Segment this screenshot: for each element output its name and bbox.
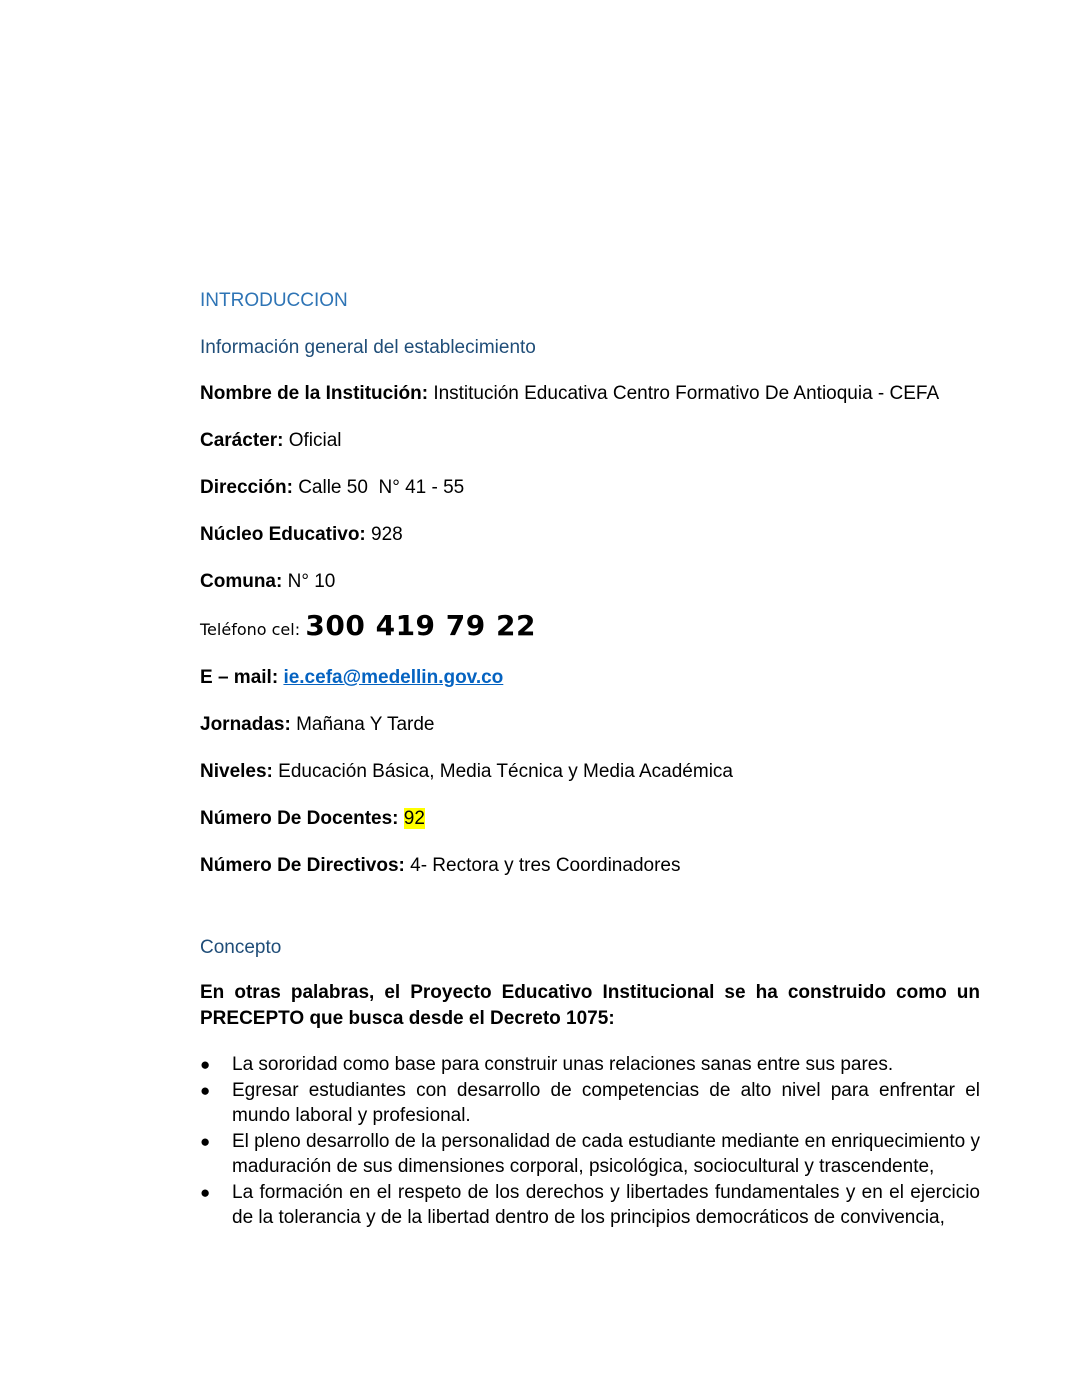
field-value: N° 10: [287, 571, 336, 592]
field-directivos: [200, 852, 980, 880]
field-telefono: [200, 609, 980, 647]
field-label: Comuna:: [200, 571, 283, 592]
field-label: Niveles:: [200, 761, 273, 782]
list-item: [200, 1078, 980, 1129]
email-link[interactable]: ie.cefa@medellin.gov.co: [283, 667, 504, 688]
field-label: Núcleo Educativo:: [200, 524, 366, 545]
field-comuna: [200, 568, 980, 596]
page-title: INTRODUCCION: [200, 290, 348, 311]
field-value: Mañana Y Tarde: [296, 714, 435, 735]
field-niveles: [200, 758, 980, 786]
field-value: 4- Rectora y tres Coordinadores: [410, 855, 681, 876]
field-label: Teléfono cel:: [200, 620, 301, 639]
phone-number: 300 419 79 22: [305, 609, 536, 642]
field-label: Dirección:: [200, 477, 293, 498]
field-docentes: [200, 805, 980, 833]
field-value: Institución Educativa Centro Formativo De Antioquia - CEFA: [433, 383, 940, 404]
bullet-icon: ●: [200, 1182, 211, 1202]
field-institucion: [200, 380, 980, 408]
field-label: Número De Directivos:: [200, 855, 405, 876]
spacer: [200, 880, 980, 934]
list-item: [200, 1129, 980, 1180]
field-jornadas: [200, 711, 980, 739]
field-nucleo: [200, 521, 980, 549]
section-heading-general-info: Información general del establecimiento: [200, 337, 536, 358]
section-heading-concepto: Concepto: [200, 937, 282, 958]
bullet-icon: ●: [200, 1080, 211, 1100]
field-value: Educación Básica, Media Técnica y Media Académica: [278, 761, 733, 782]
field-value: Calle 50 N° 41 - 55: [298, 477, 465, 498]
list-item-text: La sororidad como base para construir unas relaciones sanas entre sus pares.: [232, 1054, 894, 1075]
field-label: Nombre de la Institución:: [200, 383, 429, 404]
field-value: 928: [371, 524, 403, 545]
field-caracter: [200, 427, 980, 455]
field-label: Número De Docentes:: [200, 808, 399, 829]
highlighted-value: 92: [403, 808, 425, 829]
document-page: [200, 287, 980, 1231]
bullet-icon: ●: [200, 1055, 211, 1074]
bullet-icon: ●: [200, 1131, 211, 1151]
field-label: Carácter:: [200, 430, 284, 451]
field-label: E – mail:: [200, 667, 279, 688]
list-item-text: La formación en el respeto de los derechos y libertades fundamentales y en el ejercicio de la tolerancia y de la libertad dentro de los principios democráticos de convivencia,: [232, 1181, 980, 1228]
list-item: [200, 1180, 980, 1231]
list-item-text: Egresar estudiantes con desarrollo de competencias de alto nivel para enfrentar el mundo laboral y profesional.: [232, 1079, 980, 1126]
field-email: [200, 664, 980, 692]
concept-bullet-list: [200, 1052, 980, 1231]
list-item: [200, 1052, 980, 1078]
field-value: Oficial: [288, 430, 342, 451]
field-direccion: [200, 474, 980, 502]
concept-intro: En otras palabras, el Proyecto Educativo Institucional se ha construido como un PRECEPTO que busca desde el Decreto 1075:: [200, 982, 980, 1029]
list-item-text: El pleno desarrollo de la personalidad de cada estudiante mediante en enriquecimiento y maduración de sus dimensiones corporal, psicológica, sociocultural y trascendente,: [232, 1130, 980, 1177]
field-label: Jornadas:: [200, 714, 291, 735]
